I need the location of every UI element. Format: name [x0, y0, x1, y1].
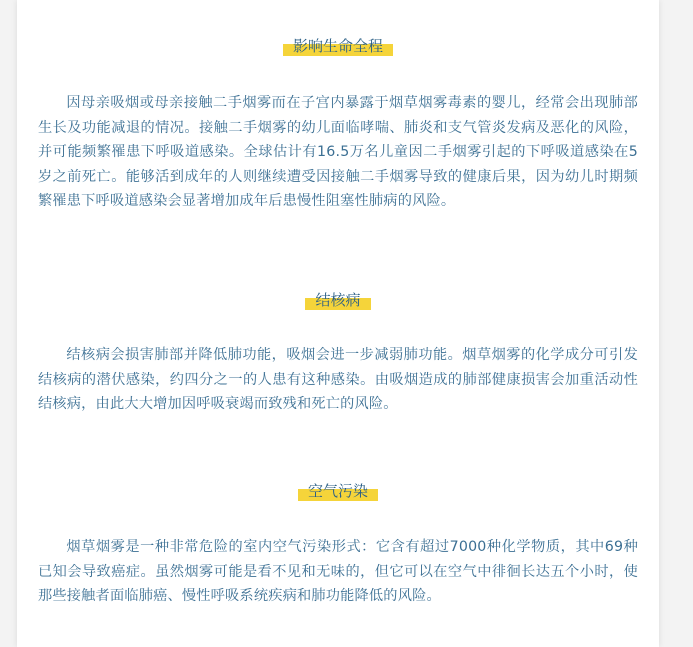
heading-text-2: 结核病 [315, 291, 361, 309]
article-card [17, 0, 659, 647]
heading-label-1 [289, 36, 387, 56]
section-heading-air-pollution [17, 481, 659, 503]
heading-text-1: 影响生命全程 [292, 37, 383, 55]
section-heading-tuberculosis [17, 290, 659, 312]
section-paragraph-tuberculosis: 结核病会损害肺部并降低肺功能，吸烟会进一步减弱肺功能。烟草烟雾的化学成分可引发结核病的潜伏感染，约四分之一的人患有这种感染。由吸烟造成的肺部健康损害会加重活动性结核病，由此大大增加因呼吸衰竭而致残和死亡的风险。 [38, 347, 638, 412]
section-paragraph-air-pollution: 烟草烟雾是一种非常危险的室内空气污染形式：它含有超过7000种化学物质，其中69种已知会导致癌症。虽然烟雾可能是看不见和无味的，但它可以在空气中徘徊长达五个小时，使那些接触者面临肺癌、慢性呼吸系统疾病和肺功能降低的风险。 [38, 539, 638, 604]
section-paragraph-lifecourse: 因母亲吸烟或母亲接触二手烟雾而在子宫内暴露于烟草烟雾毒素的婴儿，经常会出现肺部生长及功能减退的情况。接触二手烟雾的幼儿面临哮喘、肺炎和支气管炎发病及恶化的风险，并可能频繁罹患下呼吸道感染。全球估计有16.5万名儿童因二手烟雾引起的下呼吸道感染在5岁之前死亡。能够活到成年的人则继续遭受因接触二手烟雾导致的健康后果，因为幼儿时期频繁罹患下呼吸道感染会显著增加成年后患慢性阻塞性肺病的风险。 [38, 95, 638, 209]
heading-label-3 [304, 481, 372, 501]
heading-label-2 [311, 290, 364, 310]
section-heading-lifecourse [17, 36, 659, 58]
heading-text-3: 空气污染 [307, 482, 368, 500]
